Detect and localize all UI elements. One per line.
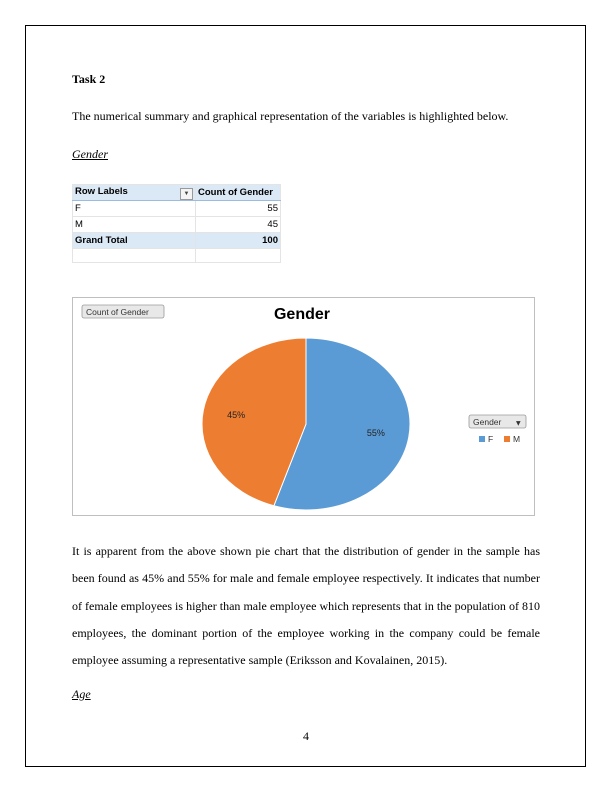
pivot-row	[73, 217, 281, 233]
pivot-row-value: 55	[196, 201, 281, 217]
pie-data-label-m: 45%	[227, 409, 246, 420]
pivot-table	[72, 184, 278, 276]
legend	[469, 415, 526, 444]
legend-field-button[interactable]	[469, 415, 526, 428]
pivot-row-value: 45	[196, 217, 281, 233]
legend-swatch-f	[479, 436, 485, 442]
pie-data-label-f: 55%	[366, 428, 385, 439]
gender-heading: Gender	[72, 147, 108, 161]
grand-total-label: Grand Total	[73, 233, 196, 249]
pie-chart-svg	[73, 298, 536, 517]
chart-title: Gender	[273, 306, 331, 323]
legend-dropdown-icon: ▼	[516, 420, 521, 427]
filter-dropdown-icon[interactable]: ▼	[180, 188, 193, 200]
legend-swatch-m	[504, 436, 510, 442]
intro-text: The numerical summary and graphical representation of the variables is highlighted below.	[72, 109, 509, 123]
count-header: Count of Gender	[196, 185, 281, 201]
task-title: Task 2	[72, 72, 106, 86]
pivot-blank-row	[73, 249, 281, 263]
grand-total-value: 100	[196, 233, 281, 249]
age-heading: Age	[72, 687, 91, 701]
field-button-label: Count of Gender	[86, 307, 149, 317]
legend-title: Gender	[473, 417, 502, 427]
legend-label-m: M	[513, 434, 521, 444]
legend-label-f: F	[488, 434, 494, 444]
pie-chart[interactable]	[72, 297, 535, 516]
pivot-total-row	[73, 233, 281, 249]
pivot-row	[73, 201, 281, 217]
field-button[interactable]	[82, 305, 164, 318]
pivot-row-label: M	[73, 217, 196, 233]
pivot-header-row	[73, 185, 281, 201]
page-number: 4	[303, 729, 309, 743]
body-paragraph: It is apparent from the above shown pie chart that the distribution of gender in the sample has been found as 45% and 55% for male and female employee respectively. It indicates that number of female employees is higher than male employee which represents that in the population of 810 employees, the dominant portion of the employee working in the company could be female employee assuming a representative sample (Eriksson and Kovalainen, 2015).	[72, 544, 540, 668]
row-labels-header: Row Labels	[75, 185, 128, 197]
pivot-row-label: F	[73, 201, 196, 217]
